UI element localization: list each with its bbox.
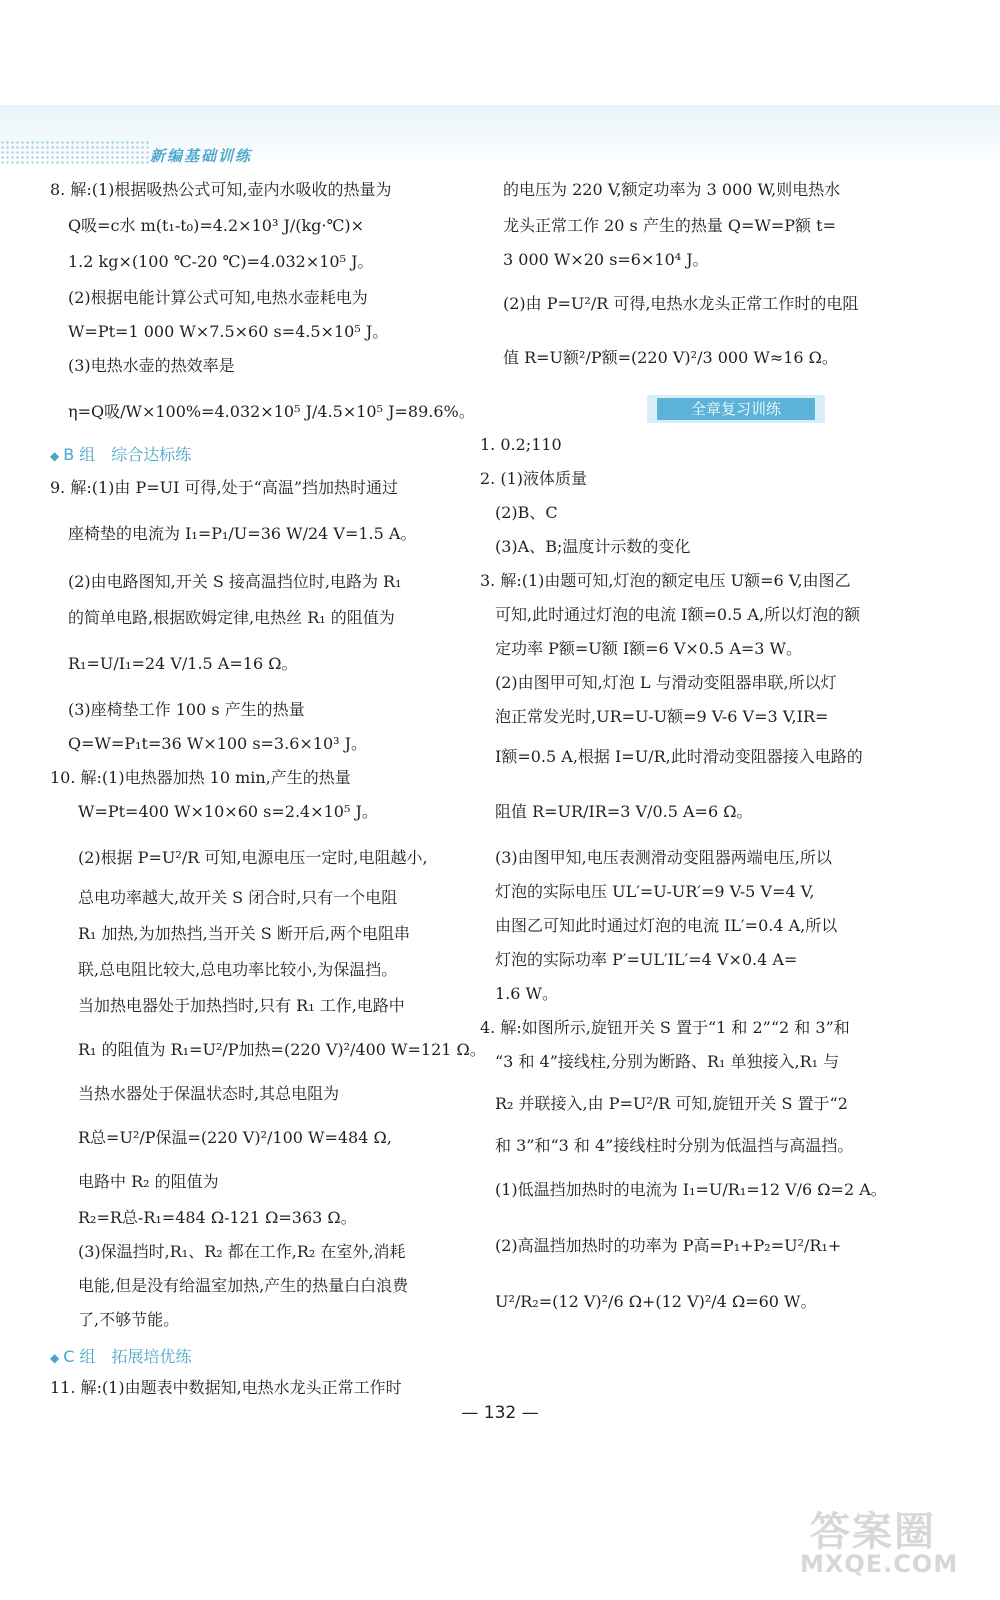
text-line: (3)由图甲知,电压表测滑动变阻器两端电压,所以 — [495, 848, 832, 867]
text-line: 和 3”和“3 和 4”接线柱时分别为低温挡与高温挡。 — [495, 1136, 854, 1155]
watermark-line2: MXQE.COM — [800, 1550, 959, 1578]
text-line: (2)由图甲可知,灯泡 L 与滑动变阻器串联,所以灯 — [495, 673, 837, 692]
text-line: 4. 解:如图所示,旋钮开关 S 置于“1 和 2”“2 和 3”和 — [480, 1018, 850, 1037]
text-line: 联,总电阻比较大,总电功率比较小,为保温挡。 — [78, 960, 398, 979]
text-line: 10. 解:(1)电热器加热 10 min,产生的热量 — [50, 768, 351, 787]
text-line: 灯泡的实际电压 UL′=U-UR′=9 V-5 V=4 V, — [495, 882, 815, 901]
text-line: 1.2 kg×(100 ℃-20 ℃)=4.032×10⁵ J。 — [68, 252, 374, 271]
text-line: (2)B、C — [495, 503, 558, 522]
header-title: 新编基础训练 — [150, 147, 253, 165]
text-line: 的简单电路,根据欧姆定律,电热丝 R₁ 的阻值为 — [68, 608, 395, 627]
text-line: (3)保温挡时,R₁、R₂ 都在工作,R₂ 在室外,消耗 — [78, 1242, 406, 1261]
text-line: W=Pt=400 W×10×60 s=2.4×10⁵ J。 — [78, 802, 378, 821]
formula-line: R₁=U/I₁=24 V/1.5 A=16 Ω。 — [68, 654, 298, 673]
chapter-review-banner — [647, 395, 825, 423]
text-line: (3)A、B;温度计示数的变化 — [495, 537, 691, 556]
formula-line: 阻值 R=UR/IR=3 V/0.5 A=6 Ω。 — [495, 802, 753, 821]
formula-line: 座椅垫的电流为 I₁=P₁/U=36 W/24 V=1.5 A。 — [68, 524, 417, 543]
formula-line: (2)高温挡加热时的功率为 P高=P₁+P₂=U²/R₁+ — [495, 1236, 842, 1255]
text-line: 1.6 W。 — [495, 984, 558, 1003]
text-line: 3. 解:(1)由题可知,灯泡的额定电压 U额=6 V,由图乙 — [480, 571, 851, 590]
text-line: 8. 解:(1)根据吸热公式可知,壶内水吸收的热量为 — [50, 180, 392, 199]
chapter-review-title: 全章复习训练 — [657, 398, 815, 420]
formula-line: 值 R=U额²/P额=(220 V)²/3 000 W≈16 Ω。 — [503, 348, 838, 367]
text-line: R₁ 加热,为加热挡,当开关 S 断开后,两个电阻串 — [78, 924, 410, 943]
text-line: (2)由电路图知,开关 S 接高温挡位时,电路为 R₁ — [68, 572, 402, 591]
diamond-icon: ◆ — [50, 449, 60, 463]
text-line: 3 000 W×20 s=6×10⁴ J。 — [503, 250, 709, 269]
section-heading-c — [50, 1344, 192, 1367]
section-heading-b — [50, 442, 191, 465]
text-line: (3)电热水壶的热效率是 — [68, 356, 235, 375]
text-line: 定功率 P额=U额 I额=6 V×0.5 A=3 W。 — [495, 639, 802, 658]
text-line: “3 和 4”接线柱,分别为断路、R₁ 单独接入,R₁ 与 — [495, 1052, 840, 1071]
text-line: W=Pt=1 000 W×7.5×60 s=4.5×10⁵ J。 — [68, 322, 389, 341]
text-line: (2)根据电能计算公式可知,电热水壶耗电为 — [68, 288, 368, 307]
page-number: — 132 — — [461, 1403, 539, 1423]
formula-line: R₂ 并联接入,由 P=U²/R 可知,旋钮开关 S 置于“2 — [495, 1094, 848, 1113]
text-line: 总电功率越大,故开关 S 闭合时,只有一个电阻 — [78, 888, 398, 907]
text-line: 电能,但是没有给温室加热,产生的热量白白浪费 — [78, 1276, 409, 1295]
text-line: 电路中 R₂ 的阻值为 — [78, 1172, 219, 1191]
text-line: 可知,此时通过灯泡的电流 I额=0.5 A,所以灯泡的额 — [495, 605, 861, 624]
text-line: 龙头正常工作 20 s 产生的热量 Q=W=P额 t= — [503, 216, 836, 235]
text-line: (3)座椅垫工作 100 s 产生的热量 — [68, 700, 305, 719]
formula-line: R₁ 的阻值为 R₁=U²/P加热=(220 V)²/400 W=121 Ω。 — [78, 1040, 486, 1059]
text-line: 泡正常发光时,UR=U-U额=9 V-6 V=3 V,IR= — [495, 707, 829, 726]
text-line: 9. 解:(1)由 P=UI 可得,处于“高温”挡加热时通过 — [50, 478, 399, 497]
watermark-logo — [800, 1500, 980, 1590]
formula-line: (2)根据 P=U²/R 可知,电源电压一定时,电阻越小, — [78, 848, 428, 867]
text-line: 了,不够节能。 — [78, 1310, 180, 1329]
text-line: 11. 解:(1)由题表中数据知,电热水龙头正常工作时 — [50, 1378, 402, 1397]
text-line: 的电压为 220 V,额定功率为 3 000 W,则电热水 — [503, 180, 841, 199]
text-line: R₂=R总-R₁=484 Ω-121 Ω=363 Ω。 — [78, 1208, 357, 1227]
formula-line: (1)低温挡加热时的电流为 I₁=U/R₁=12 V/6 Ω=2 A。 — [495, 1180, 887, 1199]
text-line: 灯泡的实际功率 P′=UL′IL′=4 V×0.4 A= — [495, 950, 798, 969]
formula-line: I额=0.5 A,根据 I=U/R,此时滑动变阻器接入电路的 — [495, 747, 863, 766]
section-heading-c-label: C 组 拓展培优练 — [63, 1347, 192, 1366]
text-line: Q=W=P₁t=36 W×100 s=3.6×10³ J。 — [68, 734, 368, 753]
text-line: 当热水器处于保温状态时,其总电阻为 — [78, 1084, 340, 1103]
text-line: 2. (1)液体质量 — [480, 469, 588, 488]
watermark-line1: 答案圈 — [810, 1509, 936, 1555]
section-heading-b-label: B 组 综合达标练 — [63, 445, 192, 464]
formula-line: R总=U²/P保温=(220 V)²/100 W=484 Ω, — [78, 1128, 392, 1147]
formula-line: η=Q吸/W×100%=4.032×10⁵ J/4.5×10⁵ J=89.6%。 — [68, 402, 475, 421]
header-dot-pattern — [0, 140, 150, 164]
text-line: 当加热电器处于加热挡时,只有 R₁ 工作,电路中 — [78, 996, 405, 1015]
text-line: 由图乙可知此时通过灯泡的电流 IL′=0.4 A,所以 — [495, 916, 838, 935]
text-line: Q吸=c水 m(t₁-t₀)=4.2×10³ J/(kg·℃)× — [68, 216, 365, 235]
formula-line: (2)由 P=U²/R 可得,电热水龙头正常工作时的电阻 — [503, 294, 859, 313]
diamond-icon: ◆ — [50, 1351, 60, 1365]
formula-line: U²/R₂=(12 V)²/6 Ω+(12 V)²/4 Ω=60 W。 — [495, 1292, 817, 1311]
text-line: 1. 0.2;110 — [480, 435, 562, 454]
